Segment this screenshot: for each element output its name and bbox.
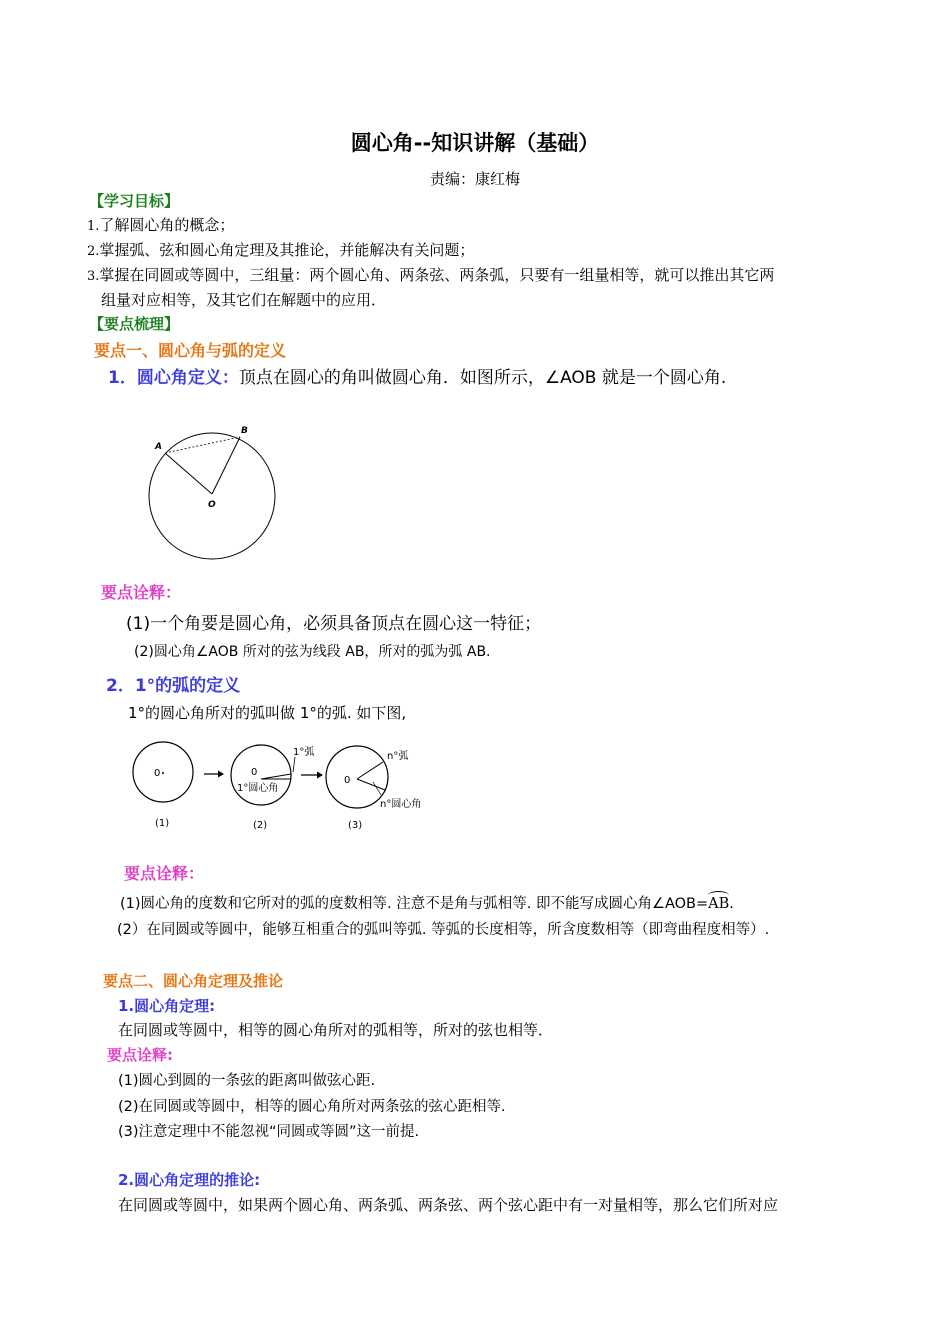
caption-3: (3) xyxy=(348,820,363,831)
corollary-text: 在同圆或等圆中，如果两个圆心角、两条弧、两条弦、两个弦心距中有一对量相等，那么它们所对应 xyxy=(118,1196,779,1214)
goal-item-2 xyxy=(87,239,474,260)
note-2: (2)圆心角∠AOB 所对的弦为线段 AB，所对的弧为弧 AB. xyxy=(134,644,491,660)
definition-line xyxy=(108,363,726,388)
one-degree-arc-figure xyxy=(125,735,445,835)
circle-3 xyxy=(326,746,388,808)
sub2-heading: 2．1°的弧的定义 xyxy=(106,676,241,696)
circle-2-arc-pointer xyxy=(293,757,295,772)
radius-oa xyxy=(165,453,212,494)
goal-num-2: 2. xyxy=(87,244,100,259)
figure-circle xyxy=(149,433,275,559)
goal-num-1: 1. xyxy=(87,219,100,234)
sub2-text: 1°的圆心角所对的弧叫做 1°的弧. 如下图, xyxy=(128,704,407,722)
goal-item-3 xyxy=(87,264,774,285)
goals-heading: 【学习目标】 xyxy=(89,192,180,210)
arrow-2-head xyxy=(317,772,323,779)
point2-heading: 要点二、圆心角定理及推论 xyxy=(103,972,284,990)
note-heading-2: 要点诠释： xyxy=(124,864,205,883)
theorem-label: 1.圆心角定理: xyxy=(118,997,216,1015)
central-angle-figure xyxy=(140,420,285,570)
radius-ob xyxy=(212,437,240,494)
note-3 xyxy=(120,892,734,913)
circle-2-center-label: 0 xyxy=(251,767,258,778)
circle-2-angle-label: 1°圆心角 xyxy=(237,783,279,794)
caption-2: (2) xyxy=(253,820,268,831)
circle-3-arc-label: n°弧 xyxy=(387,751,409,762)
arc-ab: AB xyxy=(708,896,730,912)
goal-num-3: 3. xyxy=(87,269,100,284)
caption-1: (1) xyxy=(155,818,170,829)
circle-3-ray-2 xyxy=(357,779,385,790)
circle-1-center-dot xyxy=(162,772,164,774)
theorem-text: 在同圆或等圆中，相等的圆心角所对的弧相等，所对的弦也相等． xyxy=(118,1021,554,1039)
label-b: B xyxy=(241,426,248,436)
circle-3-ray-1 xyxy=(357,762,383,779)
label-o: O xyxy=(208,500,216,510)
circle-3-angle-label: n°圆心角 xyxy=(380,799,422,810)
goal-text-3-cont: 组量对应相等，及其它们在解题中的应用． xyxy=(101,291,387,309)
label-a: A xyxy=(155,442,162,452)
point2-note-3: (3)注意定理中不能忽视“同圆或等圆”这一前提. xyxy=(118,1124,420,1140)
chord-ab xyxy=(165,437,240,453)
note-4: (2）在同圆或等圆中，能够互相重合的弧叫等弧. 等弧的长度相等，所含度数相等（即弯曲程度相等）. xyxy=(117,922,770,938)
summary-heading: 【要点梳理】 xyxy=(89,315,180,333)
definition-label: 1．圆心角定义： xyxy=(108,368,239,388)
circle-2-arc-label: 1°弧 xyxy=(293,747,315,758)
note-heading-1: 要点诠释： xyxy=(101,583,182,602)
circle-1-center-label: 0 xyxy=(154,768,161,779)
circle-3-angle-pointer xyxy=(373,782,381,795)
point2-note-1: (1)圆心到圆的一条弦的距离叫做弦心距. xyxy=(118,1073,376,1089)
note-heading-3: 要点诠释: xyxy=(107,1046,173,1064)
point2-note-2: (2)在同圆或等圆中，相等的圆心角所对两条弦的弦心距相等. xyxy=(118,1099,506,1115)
circle-3-center-label: 0 xyxy=(344,775,351,786)
note-3-end: . xyxy=(729,896,734,912)
circle-2-ray-1 xyxy=(261,774,291,779)
goal-text-2: 掌握弧、弦和圆心角定理及其推论，并能解决有关问题； xyxy=(99,241,475,259)
point1-heading: 要点一、圆心角与弧的定义 xyxy=(94,341,287,360)
goal-item-1 xyxy=(87,214,234,235)
arrow-1-head xyxy=(218,771,224,778)
editor-line: 责编：康红梅 xyxy=(429,170,520,188)
note-3-text: (1)圆心角的度数和它所对的弧的度数相等. 注意不是角与弧相等. 即不能写成圆心角∠AOB= xyxy=(120,896,709,912)
note-1: (1)一个角要是圆心角，必须具备顶点在圆心这一特征； xyxy=(126,614,542,634)
corollary-label: 2.圆心角定理的推论: xyxy=(118,1171,261,1189)
page-title: 圆心角--知识讲解（基础） xyxy=(350,131,600,155)
definition-text: 顶点在圆心的角叫做圆心角．如图所示，∠AOB 就是一个圆心角. xyxy=(238,368,727,388)
goal-text-3: 掌握在同圆或等圆中，三组量：两个圆心角、两条弦、两条弧，只要有一组量相等，就可以推出其它两 xyxy=(99,266,775,284)
goal-text-1: 了解圆心角的概念； xyxy=(99,216,235,234)
